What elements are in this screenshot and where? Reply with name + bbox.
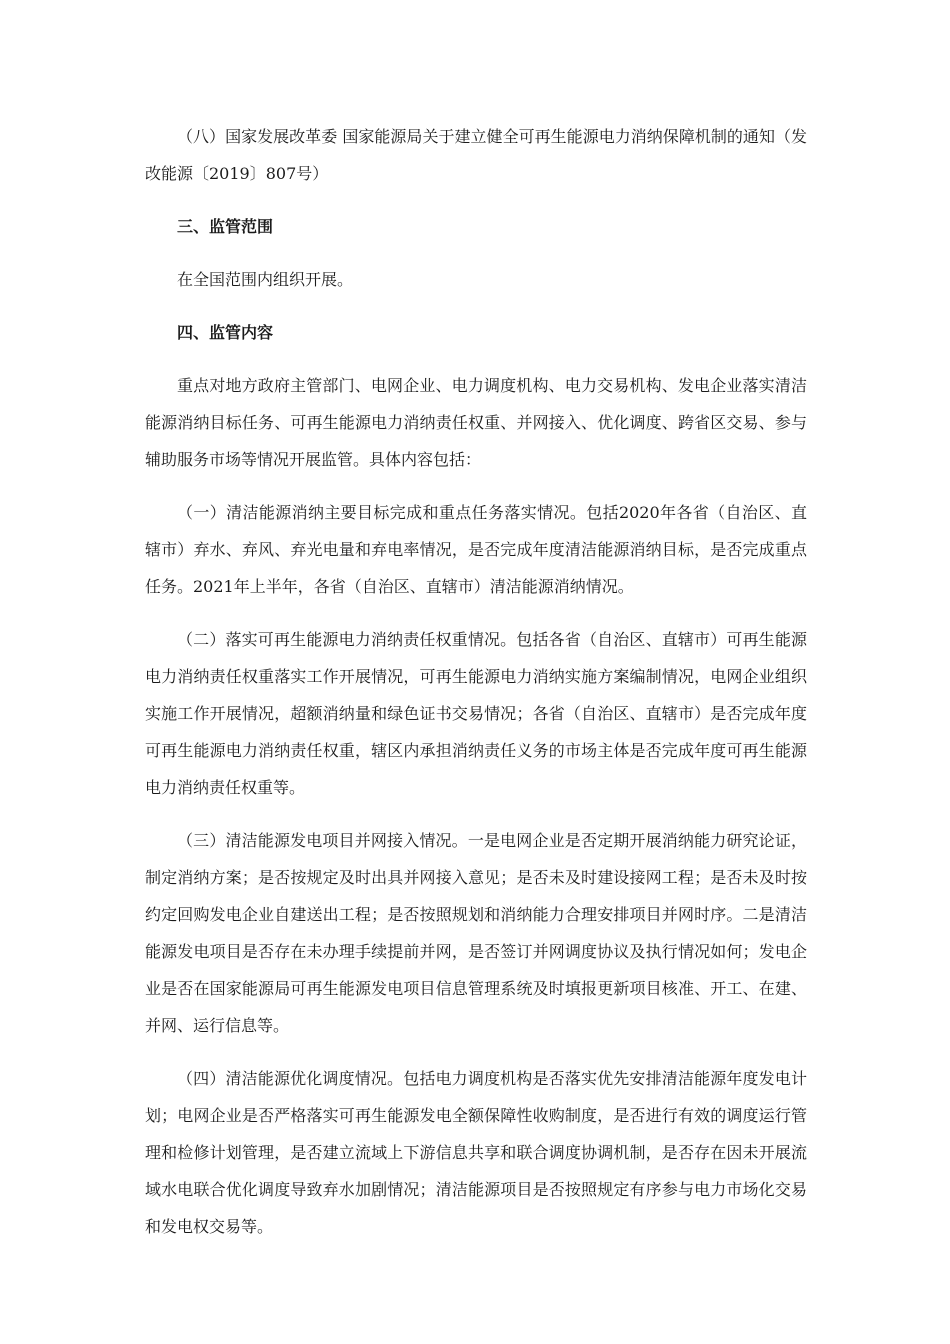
document-page [145,118,807,1261]
paragraph-scope: 在全国范围内组织开展。 [177,270,354,289]
paragraph-item-3: （三）清洁能源发电项目并网接入情况。一是电网企业是否定期开展消纳能力研究论证，制定消纳方案；是否按规定及时出具并网接入意见；是否未及时建设接网工程；是否未及时按约定回购发电企业自建送出工程；是否按照规划和消纳能力合理安排项目并网时序。二是清洁能源发电项目是否存在未办理手续提前并网，是否签订并网调度协议及执行情况如何；发电企业是否在国家能源局可再生能源发电项目信息管理系统及时填报更新项目核准、开工、在建、并网、运行信息等。 [145,831,807,1035]
paragraph-item-1: （一）清洁能源消纳主要目标完成和重点任务落实情况。包括2020年各省（自治区、直辖市）弃水、弃风、弃光电量和弃电率情况，是否完成年度清洁能源消纳目标，是否完成重点任务。2021年上半年，各省（自治区、直辖市）清洁能源消纳情况。 [145,503,807,596]
paragraph-content-intro: 重点对地方政府主管部门、电网企业、电力调度机构、电力交易机构、发电企业落实清洁能源消纳目标任务、可再生能源电力消纳责任权重、并网接入、优化调度、跨省区交易、参与辅助服务市场等情况开展监管。具体内容包括： [145,376,807,469]
section-heading-content: 四、监管内容 [177,323,274,342]
paragraph-reference-8: （八）国家发展改革委 国家能源局关于建立健全可再生能源电力消纳保障机制的通知（发改能源〔2019〕807号） [145,127,807,183]
paragraph-item-4: （四）清洁能源优化调度情况。包括电力调度机构是否落实优先安排清洁能源年度发电计划；电网企业是否严格落实可再生能源发电全额保障性收购制度，是否进行有效的调度运行管理和检修计划管理，是否建立流域上下游信息共享和联合调度协调机制，是否存在因未开展流域水电联合优化调度导致弃水加剧情况；清洁能源项目是否按照规定有序参与电力市场化交易和发电权交易等。 [145,1069,807,1236]
paragraph-item-2: （二）落实可再生能源电力消纳责任权重情况。包括各省（自治区、直辖市）可再生能源电力消纳责任权重落实工作开展情况，可再生能源电力消纳实施方案编制情况，电网企业组织实施工作开展情况，超额消纳量和绿色证书交易情况；各省（自治区、直辖市）是否完成年度可再生能源电力消纳责任权重，辖区内承担消纳责任义务的市场主体是否完成年度可再生能源电力消纳责任权重等。 [145,630,807,797]
section-heading-scope: 三、监管范围 [177,217,274,236]
